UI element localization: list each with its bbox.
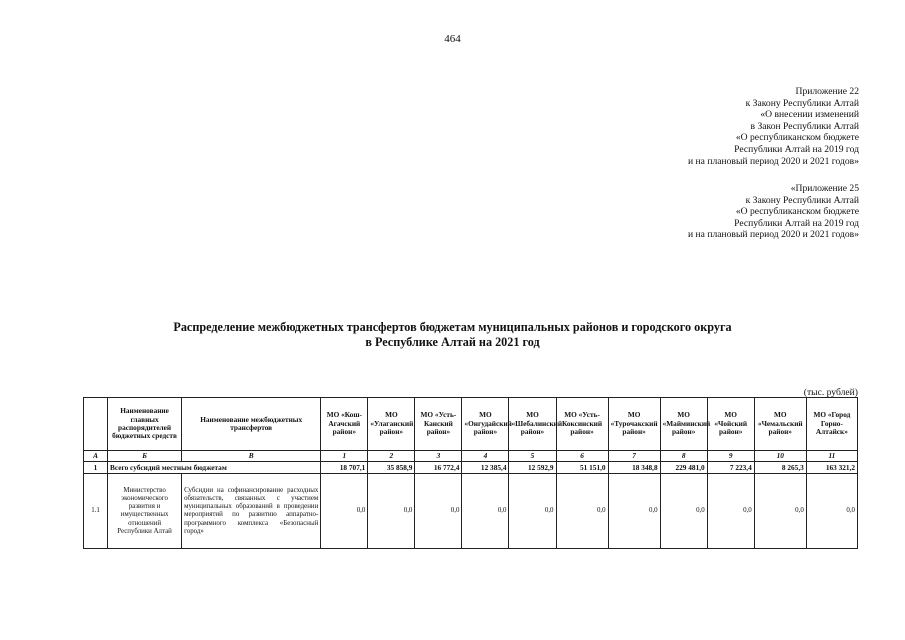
total-value: 51 151,0 bbox=[556, 462, 608, 474]
column-index: 7 bbox=[608, 451, 660, 462]
table-row bbox=[84, 474, 858, 549]
page-number: 464 bbox=[444, 33, 461, 45]
header-district: МО «Шебалинский район» bbox=[509, 398, 556, 451]
row-transfer: Субсидии на софинансирование расходных обязательств, связанных с участием муниципальных образований в проведении мероприятий по развитию аппаратно-программного комплекса «Безопасный город» bbox=[182, 474, 321, 549]
transfers-table bbox=[83, 397, 858, 549]
row-value: 0,0 bbox=[754, 474, 806, 549]
appendix-line: и на плановый период 2020 и 2021 годов» bbox=[688, 155, 859, 167]
appendix-line: и на плановый период 2020 и 2021 годов» bbox=[688, 229, 859, 241]
total-value: 35 858,9 bbox=[368, 462, 415, 474]
column-index: 8 bbox=[660, 451, 707, 462]
total-value: 12 592,9 bbox=[509, 462, 556, 474]
title-line-2: в Республике Алтай на 2021 год bbox=[365, 335, 540, 349]
appendix-current-block bbox=[688, 86, 859, 167]
appendix-line: к Закону Республики Алтай bbox=[745, 97, 859, 109]
total-value: 8 265,3 bbox=[754, 462, 806, 474]
row-value: 0,0 bbox=[608, 474, 660, 549]
total-value: 18 348,8 bbox=[608, 462, 660, 474]
document-title bbox=[0, 320, 905, 350]
total-value: 7 223,4 bbox=[707, 462, 754, 474]
row-value: 0,0 bbox=[415, 474, 462, 549]
header-transfer: Наименование межбюджетных трансфертов bbox=[182, 398, 321, 451]
row-value: 0,0 bbox=[806, 474, 857, 549]
appendix-line: к Закону Республики Алтай bbox=[745, 194, 859, 206]
header-district: МО «Онгудайский район» bbox=[462, 398, 509, 451]
column-index: 9 bbox=[707, 451, 754, 462]
appendix-amended-block bbox=[688, 183, 859, 241]
column-index: 6 bbox=[556, 451, 608, 462]
row-value: 0,0 bbox=[556, 474, 608, 549]
total-value: 12 385,4 bbox=[462, 462, 509, 474]
row-value: 0,0 bbox=[707, 474, 754, 549]
total-label: Всего субсидий местным бюджетам bbox=[108, 462, 321, 474]
appendix-line: Республики Алтай на 2019 год bbox=[734, 217, 859, 229]
appendix-line: Республики Алтай на 2019 год bbox=[734, 143, 859, 155]
total-value: 16 772,4 bbox=[415, 462, 462, 474]
total-num: 1 bbox=[84, 462, 108, 474]
row-value: 0,0 bbox=[368, 474, 415, 549]
column-index: Б bbox=[108, 451, 182, 462]
header-district: МО «Кош-Агачский район» bbox=[321, 398, 368, 451]
column-index: 5 bbox=[509, 451, 556, 462]
header-district: МО «Усть-Коксинский район» bbox=[556, 398, 608, 451]
column-index: 3 bbox=[415, 451, 462, 462]
total-value: 163 321,2 bbox=[806, 462, 857, 474]
column-index: 4 bbox=[462, 451, 509, 462]
header-row bbox=[84, 398, 858, 451]
row-value: 0,0 bbox=[462, 474, 509, 549]
header-district: МО «Город Горно-Алтайск» bbox=[806, 398, 857, 451]
title-line-1: Распределение межбюджетных трансфертов бюджетам муниципальных районов и городского округа bbox=[173, 320, 732, 334]
column-index: 11 bbox=[806, 451, 857, 462]
row-value: 0,0 bbox=[321, 474, 368, 549]
row-value: 0,0 bbox=[509, 474, 556, 549]
column-index: 1 bbox=[321, 451, 368, 462]
appendix-line: «О республиканском бюджете bbox=[735, 206, 859, 218]
appendix-line: «О республиканском бюджете bbox=[735, 132, 859, 144]
total-value: 229 481,0 bbox=[660, 462, 707, 474]
column-index: 2 bbox=[368, 451, 415, 462]
header-district: МО «Чемальский район» bbox=[754, 398, 806, 451]
appendix-line: «Приложение 25 bbox=[790, 183, 859, 194]
row-value: 0,0 bbox=[660, 474, 707, 549]
header-district: МО «Улаганский район» bbox=[368, 398, 415, 451]
column-index-row bbox=[84, 451, 858, 462]
column-index: В bbox=[182, 451, 321, 462]
appendix-line: «О внесении изменений bbox=[760, 109, 859, 121]
header-district: МО «Чойский район» bbox=[707, 398, 754, 451]
appendix-line: в Закон Республики Алтай bbox=[750, 120, 859, 132]
total-row bbox=[84, 462, 858, 474]
total-value: 18 707,1 bbox=[321, 462, 368, 474]
column-index: А bbox=[84, 451, 108, 462]
appendix-line: Приложение 22 bbox=[795, 86, 859, 97]
row-num: 1.1 bbox=[84, 474, 108, 549]
header-num bbox=[84, 398, 108, 451]
header-district: МО «Майминский район» bbox=[660, 398, 707, 451]
column-index: 10 bbox=[754, 451, 806, 462]
row-administrator: Министерство экономического развития и имущественных отношений Республики Алтай bbox=[108, 474, 182, 549]
unit-label: (тыс. рублей) bbox=[803, 387, 858, 398]
header-administrator: Наименование главных распорядителей бюджетных средств bbox=[108, 398, 182, 451]
header-district: МО «Турочакский район» bbox=[608, 398, 660, 451]
header-district: МО «Усть-Канский район» bbox=[415, 398, 462, 451]
